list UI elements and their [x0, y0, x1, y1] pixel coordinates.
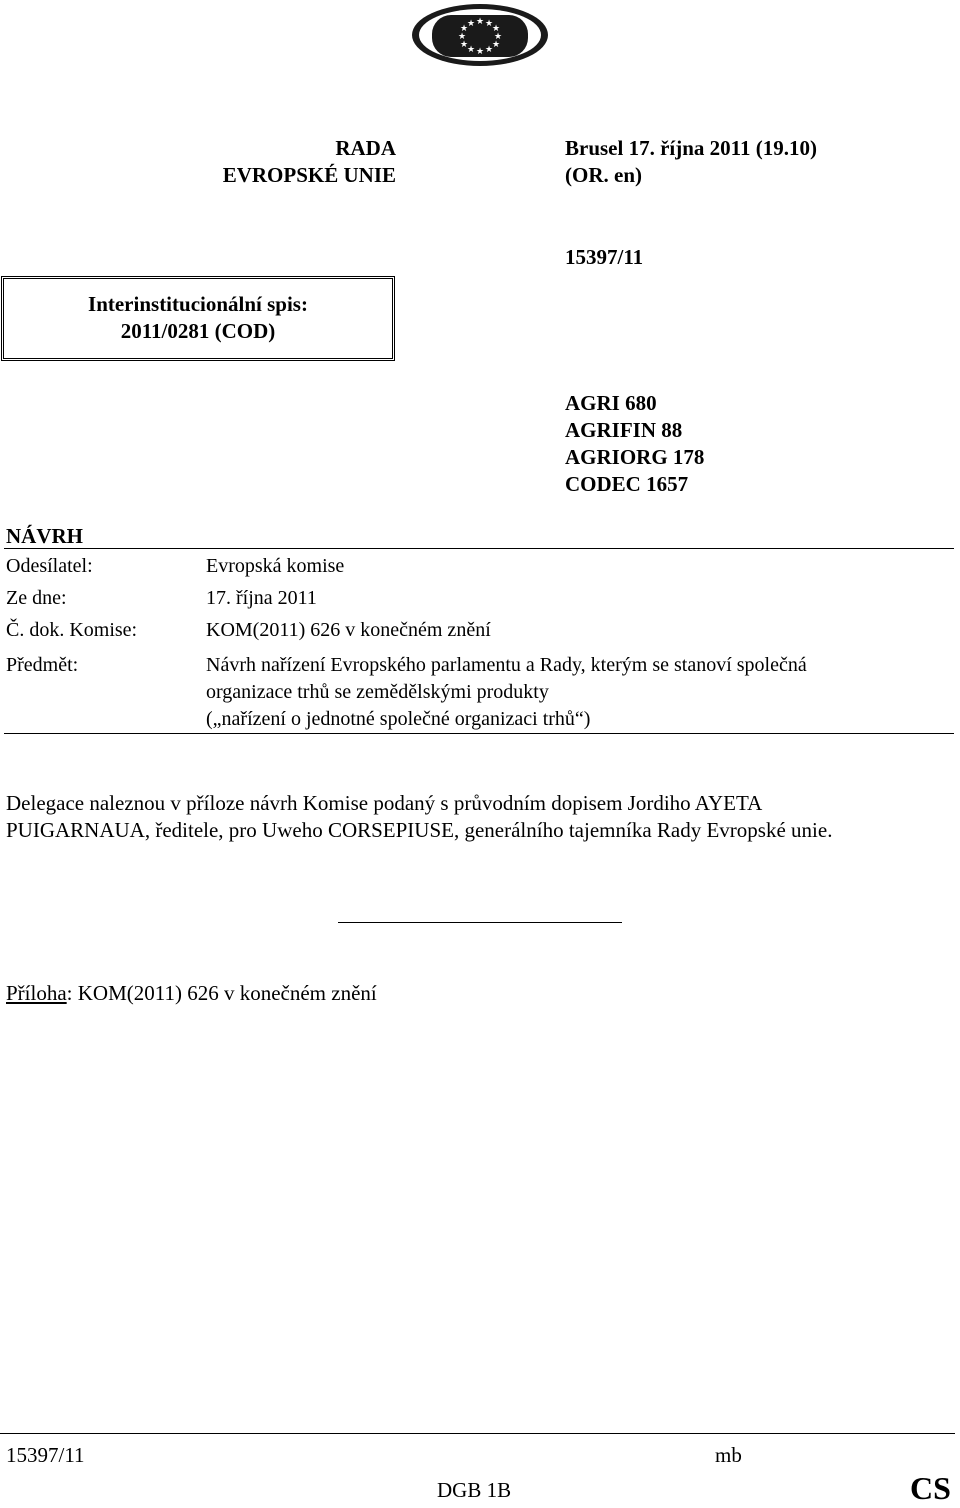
- divider: [4, 548, 954, 549]
- svg-text:★: ★: [493, 32, 503, 42]
- comdoc-label: Č. dok. Komise:: [6, 619, 138, 641]
- subject-label: Předmět:: [6, 654, 79, 676]
- footer-initials: mb: [715, 1443, 742, 1467]
- subject-value: [206, 652, 946, 733]
- footer-language: CS: [910, 1470, 951, 1506]
- footer-doc-number: 15397/11: [6, 1443, 85, 1467]
- footer-department: DGB 1B: [437, 1478, 512, 1502]
- code-item: AGRIFIN 88: [565, 418, 683, 442]
- subject-line: Návrh nařízení Evropského parlamentu a Rady, kterým se stanoví společná: [206, 654, 807, 676]
- sender-label: Odesílatel:: [6, 555, 93, 577]
- body-line: Delegace naleznou v příloze návrh Komise podaný s průvodním dopisem Jordiho AYETA: [6, 791, 763, 815]
- svg-text:★: ★: [484, 45, 494, 55]
- body-line: PUIGARNAUA, ředitele, pro Uweho CORSEPIUSE, generálního tajemníka Rady Evropské unie.: [6, 818, 833, 842]
- council-line-1: RADA: [335, 136, 396, 160]
- doc-number: 15397/11: [565, 245, 644, 269]
- comdoc-value: KOM(2011) 626 v konečném znění: [206, 619, 491, 641]
- date-line-1: Brusel 17. října 2011 (19.10): [565, 136, 817, 160]
- interinstitutional-box: [1, 276, 395, 361]
- date-value: 17. října 2011: [206, 587, 317, 609]
- doc-type: NÁVRH: [6, 524, 83, 548]
- interinstitutional-value: 2011/0281 (COD): [120, 319, 276, 343]
- council-line-2: EVROPSKÉ UNIE: [222, 163, 396, 187]
- body-paragraph: [6, 790, 956, 844]
- subject-line: organizace trhů se zemědělskými produkty: [206, 681, 549, 703]
- annex-value: : KOM(2011) 626 v konečném znění: [66, 981, 377, 1005]
- council-emblem-icon: [410, 2, 550, 68]
- annex-label: Příloha: [6, 981, 67, 1005]
- svg-text:★: ★: [475, 47, 485, 57]
- svg-text:★: ★: [457, 32, 467, 42]
- svg-text:★: ★: [484, 19, 494, 29]
- council-name: [150, 135, 396, 189]
- footer-divider: [0, 1433, 955, 1434]
- separator-line: [338, 922, 622, 923]
- date-block: [565, 135, 817, 189]
- subject-codes: [565, 390, 704, 498]
- divider: [4, 733, 954, 734]
- svg-text:★: ★: [466, 19, 476, 29]
- code-item: AGRI 680: [565, 391, 657, 415]
- svg-text:★: ★: [491, 40, 501, 50]
- code-item: AGRIORG 178: [565, 445, 705, 469]
- svg-text:★: ★: [459, 24, 469, 34]
- date-line-2: (OR. en): [565, 163, 642, 187]
- date-label: Ze dne:: [6, 587, 67, 609]
- svg-text:★: ★: [491, 24, 501, 34]
- code-item: CODEC 1657: [565, 472, 689, 496]
- sender-value: Evropská komise: [206, 555, 345, 577]
- interinstitutional-label: Interinstitucionální spis:: [88, 292, 308, 316]
- svg-text:★: ★: [466, 45, 476, 55]
- subject-line: („nařízení o jednotné společné organizaci trhů“): [206, 708, 591, 730]
- annex: [6, 980, 377, 1007]
- svg-text:★: ★: [459, 40, 469, 50]
- svg-text:★: ★: [475, 17, 485, 27]
